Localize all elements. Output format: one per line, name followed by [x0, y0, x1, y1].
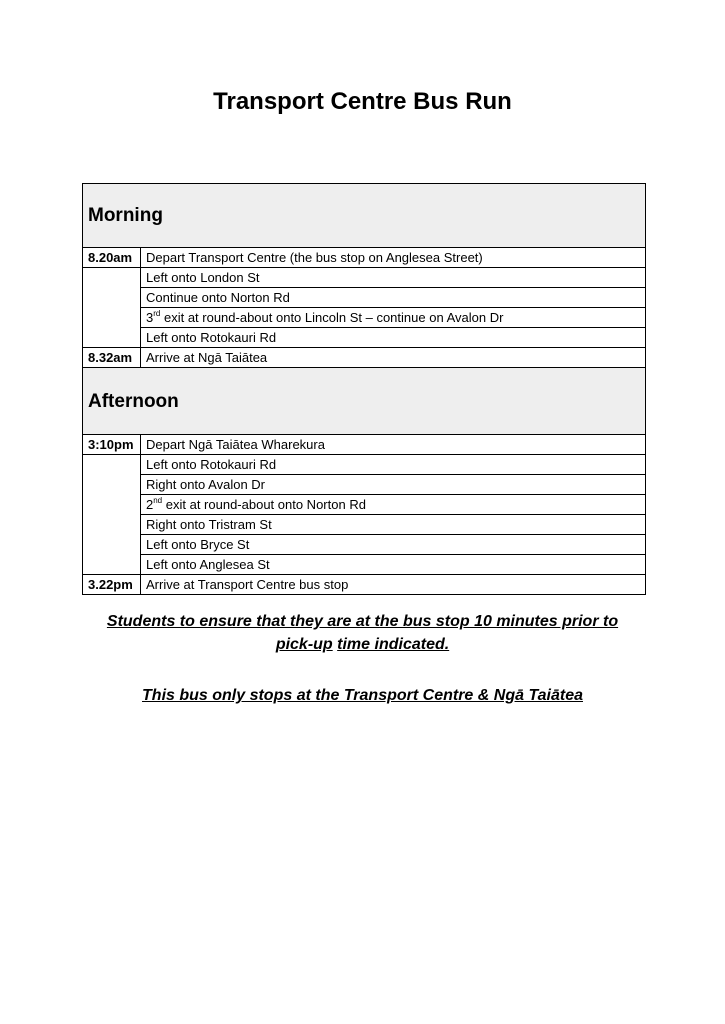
ordinal-number: 2	[146, 497, 154, 512]
table-row	[83, 515, 646, 535]
step-cell: Left onto Anglesea St	[141, 555, 646, 575]
table-row	[83, 308, 646, 328]
step-text: exit at round-about onto Norton Rd	[162, 497, 366, 512]
empty-time-cell	[83, 268, 141, 348]
table-row	[83, 555, 646, 575]
time-cell: 3:10pm	[83, 435, 141, 455]
table-row	[83, 495, 646, 515]
step-cell: Continue onto Norton Rd	[141, 288, 646, 308]
ordinal-number: 3	[146, 310, 154, 325]
step-cell: Right onto Avalon Dr	[141, 475, 646, 495]
notice-line	[0, 633, 725, 656]
table-row	[83, 475, 646, 495]
step-cell: Left onto London St	[141, 268, 646, 288]
notice-pickup-text: pick-up	[275, 636, 333, 653]
notice-line: Students to ensure that they are at the bus stop 10 minutes prior to	[106, 613, 619, 630]
table-row	[83, 288, 646, 308]
empty-time-cell	[83, 455, 141, 575]
table-row	[83, 575, 646, 595]
step-cell: Arrive at Transport Centre bus stop	[141, 575, 646, 595]
stops-notice	[0, 684, 725, 707]
table-row	[83, 435, 646, 455]
table-row	[83, 328, 646, 348]
notice-time-text: time indicated.	[337, 636, 450, 653]
section-header-afternoon	[83, 368, 646, 435]
step-cell	[141, 308, 646, 328]
step-cell: Left onto Bryce St	[141, 535, 646, 555]
step-text: exit at round-about onto Lincoln St – continue on Avalon Dr	[160, 310, 504, 325]
notice-line: This bus only stops at the Transport Centre & Ngā Taiātea	[142, 687, 583, 704]
table-row	[83, 348, 646, 368]
section-header-morning	[83, 184, 646, 248]
step-cell: Right onto Tristram St	[141, 515, 646, 535]
arrival-notice	[0, 610, 725, 656]
ordinal-suffix: nd	[153, 495, 163, 505]
step-cell: Depart Ngā Taiātea Wharekura	[141, 435, 646, 455]
ordinal-suffix: rd	[153, 308, 161, 318]
step-cell: Arrive at Ngā Taiātea	[141, 348, 646, 368]
time-cell: 8.20am	[83, 248, 141, 268]
table-row	[83, 248, 646, 268]
section-heading: Afternoon	[83, 368, 646, 435]
step-cell: Depart Transport Centre (the bus stop on Anglesea Street)	[141, 248, 646, 268]
table-row	[83, 268, 646, 288]
page-title: Transport Centre Bus Run	[213, 88, 512, 115]
step-cell: Left onto Rotokauri Rd	[141, 328, 646, 348]
time-cell: 3.22pm	[83, 575, 141, 595]
bus-schedule-table	[82, 183, 646, 595]
section-heading: Morning	[83, 184, 646, 248]
table-row	[83, 535, 646, 555]
time-cell: 8.32am	[83, 348, 141, 368]
step-cell: Left onto Rotokauri Rd	[141, 455, 646, 475]
table-row	[83, 455, 646, 475]
step-cell	[141, 495, 646, 515]
